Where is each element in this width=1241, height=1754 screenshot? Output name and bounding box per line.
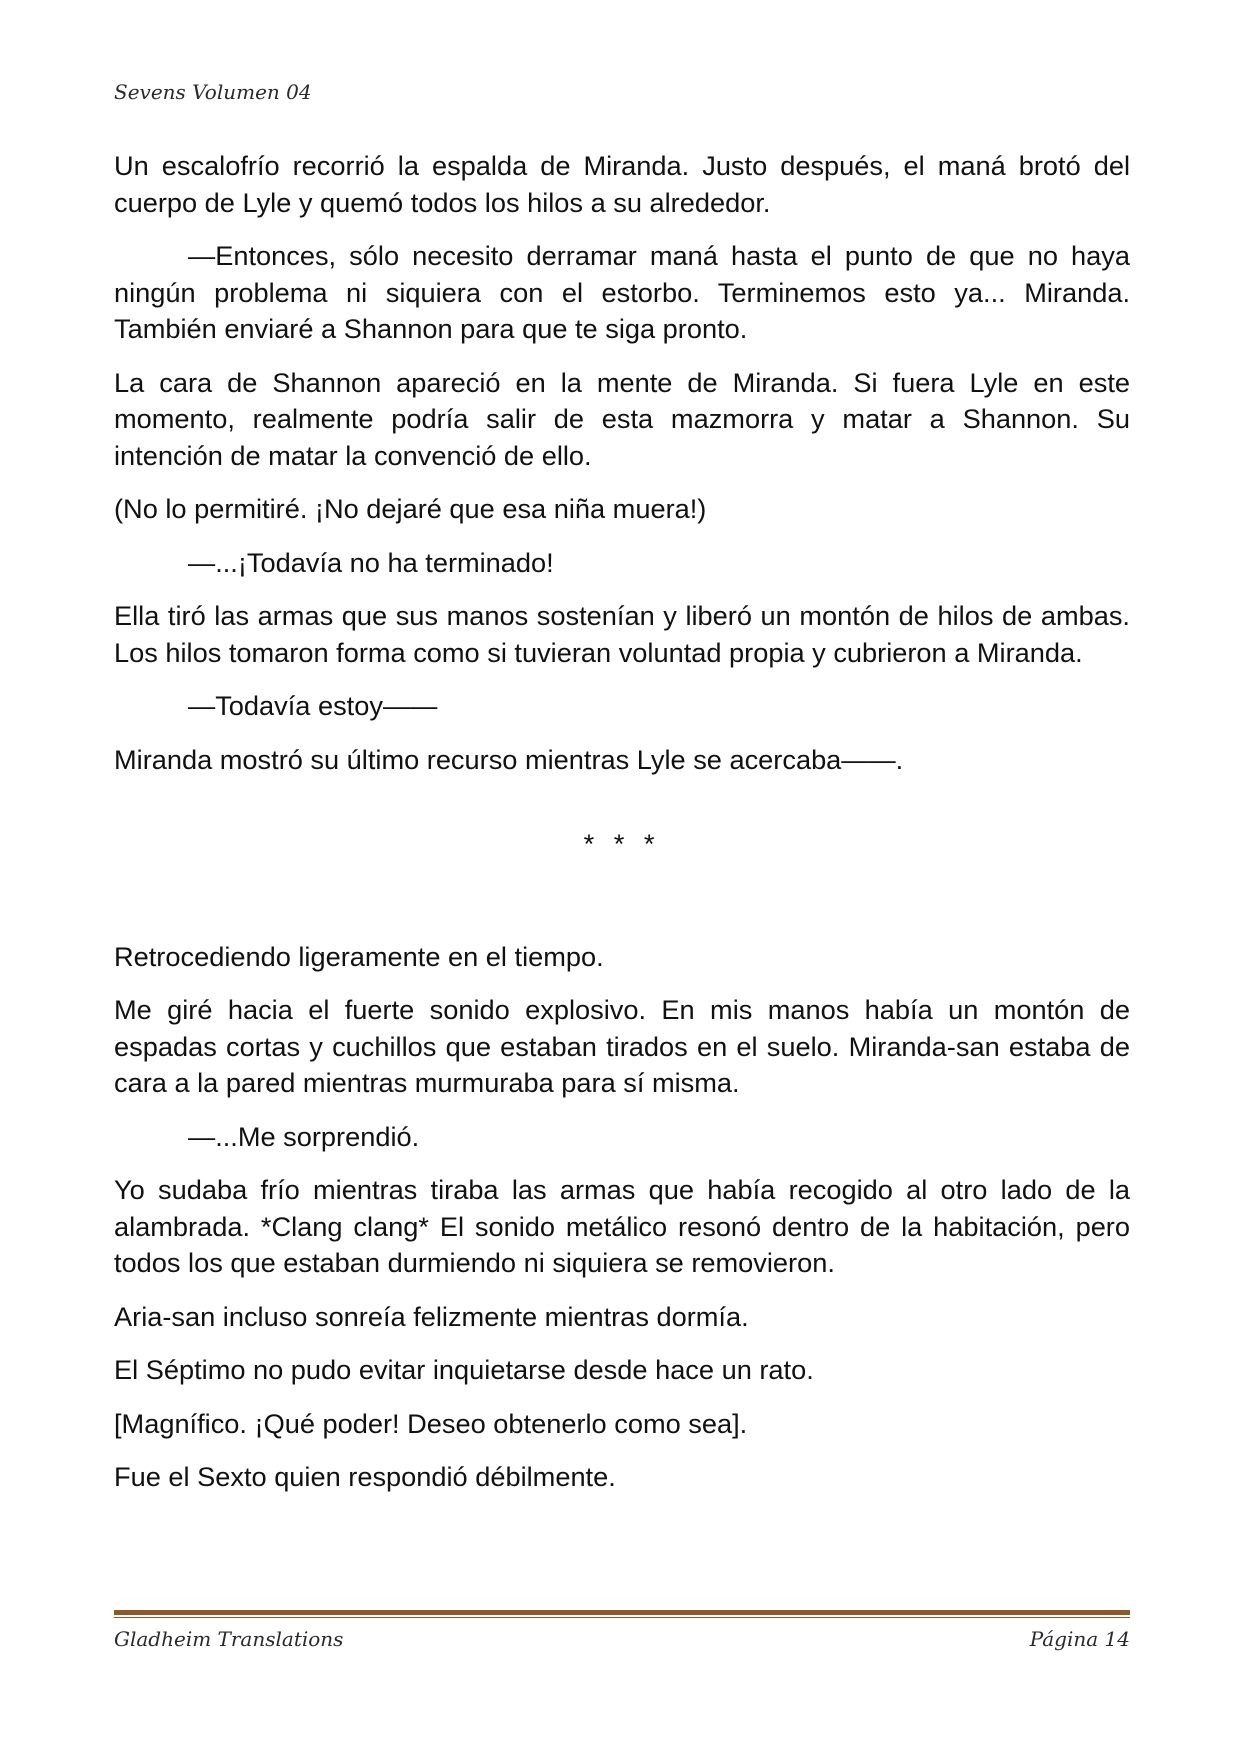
dialogue-paragraph: —...Me sorprendió. <box>188 1120 420 1152</box>
paragraph: Fue el Sexto quien respondió débilmente. <box>114 1461 616 1492</box>
paragraph: Ella tiró las armas que sus manos sostenían y liberó un montón de hilos de ambas. Los hilos tomaron forma como si tuvieran voluntad propia y cubrieron a Miranda. <box>114 600 1130 668</box>
dialogue-paragraph: —Todavía estoy―― <box>188 690 438 721</box>
paragraph: Aria-san incluso sonreía felizmente mientras dormía. <box>114 1300 749 1332</box>
paragraph: La cara de Shannon apareció en la mente de Miranda. Si fuera Lyle en este momento, realmente podría salir de esta mazmorra y matar a Shannon. Su intención de matar la convenció de ello. <box>114 366 1130 471</box>
footer-page-number: Página 14 <box>1029 1627 1130 1651</box>
paragraph: Yo sudaba frío mientras tiraba las armas que había recogido al otro lado de la alambrada. *Clang clang* El sonido metálico resonó dentro de la habitación, pero todos los que estaban durmiendo ni siquiera se removieron. <box>114 1174 1130 1278</box>
footer-rule-thin <box>114 1617 1130 1618</box>
paragraph: Miranda mostró su último recurso mientras Lyle se acercaba――. <box>114 743 904 775</box>
footer-rule <box>114 1610 1130 1615</box>
dialogue-paragraph: —Entonces, sólo necesito derramar maná hasta el punto de que no haya ningún problema ni siquiera con el estorbo. Terminemos esto ya... Miranda. También enviaré a Shannon para que te siga pronto. <box>114 240 1130 344</box>
paragraph: [Magnífico. ¡Qué poder! Deseo obtenerlo como sea]. <box>114 1407 748 1439</box>
paragraph: El Séptimo no pudo evitar inquietarse desde hace un rato. <box>114 1354 814 1385</box>
body-text <box>114 148 1130 1513</box>
dialogue-paragraph: —...¡Todavía no ha terminado! <box>188 546 554 578</box>
paragraph: Un escalofrío recorrió la espalda de Miranda. Justo después, el maná brotó del cuerpo de Lyle y quemó todos los hilos a su alrededor. <box>114 150 1130 218</box>
footer-publisher: Gladheim Translations <box>114 1627 344 1651</box>
paragraph: (No lo permitiré. ¡No dejaré que esa niña muera!) <box>114 493 707 524</box>
running-header: Sevens Volumen 04 <box>114 80 312 104</box>
paragraph: Retrocediendo ligeramente en el tiempo. <box>114 940 604 972</box>
paragraph: Me giré hacia el fuerte sonido explosivo. En mis manos había un montón de espadas cortas y cuchillos que estaban tirados en el suelo. Miranda-san estaba de cara a la pared mientras murmuraba para sí misma. <box>114 994 1130 1098</box>
scene-break: * * * <box>583 828 661 859</box>
